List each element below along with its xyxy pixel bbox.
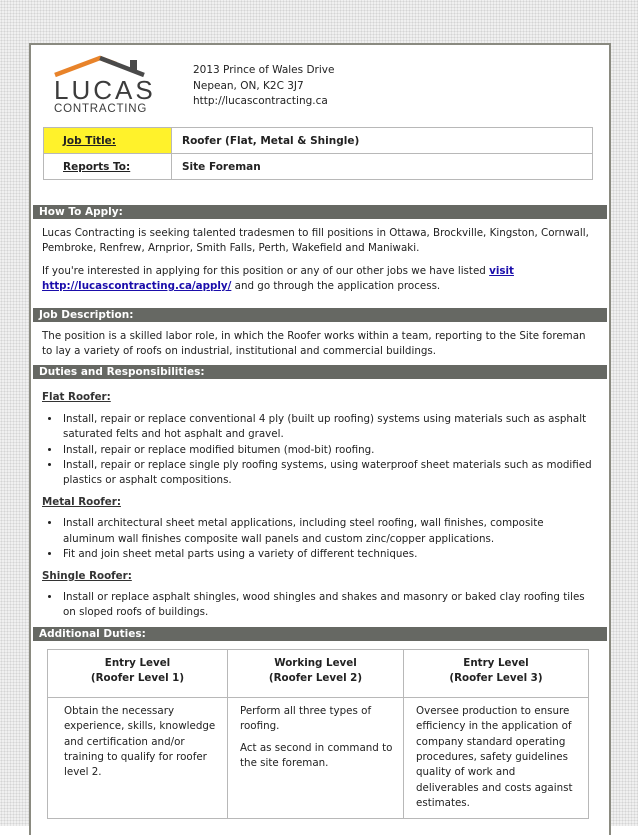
level-2-title: Working Level [274,656,357,669]
document-header [31,45,609,205]
apply-url-link[interactable]: http://lucascontracting.ca/apply/ [42,280,232,293]
reports-to-row [44,154,593,180]
job-info-table [43,127,593,180]
level-1-title: Entry Level [104,656,171,669]
shingle-roofer-list [42,590,598,621]
apply-paragraph-locations: Lucas Contracting is seeking talented tradesmen to fill positions in Ottawa, Brockville, Kingston, Cornwall, Pembroke, Renfrew, Arnprior, Smith Falls, Perth, Wakefield and Maniwaki. [42,227,589,255]
job-description-heading: Job Description: [33,308,607,322]
company-address [193,63,334,110]
level-1-text: Obtain the necessary experience, skills, knowledge and certification and/or training to qualify for roofer level 2. [64,704,216,779]
roof-logo-icon [50,55,170,113]
logo-subtext: CONTRACTING [54,103,148,113]
level-3-header [404,649,589,697]
level-2-content [228,697,404,818]
levels-header-row [48,649,589,697]
duties-heading: Duties and Responsibilities: [33,365,607,379]
how-to-apply-heading: How To Apply: [33,205,607,219]
level-1-content [48,697,228,818]
level-2-subtitle: (Roofer Level 2) [268,672,363,685]
duties-section [31,379,609,626]
list-item: • Fit and join sheet metal parts using a variety of different techniques. [61,547,598,562]
metal-roofer-list [42,516,598,562]
visit-link[interactable]: visit [489,264,514,277]
address-city: Nepean, ON, K2C 3J7 [193,79,304,92]
metal-roofer-heading: Metal Roofer: [42,495,121,508]
job-description-section [31,322,609,366]
level-3-text: Oversee production to ensure efficiency in the application of company standard operating procedures, safety guidelines quality of work and deliverables and costs against estimates. [416,704,573,810]
level-3-content [404,697,589,818]
job-title-value: Roofer (Flat, Metal & Shingle) [172,128,593,154]
level-2-header [228,649,404,697]
reports-to-label: Reports To: [44,154,172,180]
level-2-text-2: Act as second in command to the site foreman. [240,741,393,769]
how-to-apply-section [31,219,609,308]
reports-to-value: Site Foreman [172,154,593,180]
logo-word: LUCAS [54,75,156,105]
levels-table [47,649,589,819]
job-title-label: Job Title: [44,128,172,154]
company-logo [50,55,170,113]
apply-text-after: and go through the application process. [231,280,441,293]
list-item: • Install, repair or replace single ply roofing systems, using waterproof sheet materials such as modified plastics or asphalt compositions. [61,458,598,489]
list-item: • Install or replace asphalt shingles, wood shingles and shakes and masonry or baked clay roofing tiles on sloped roofs of buildings. [61,590,598,621]
job-description-text: The position is a skilled labor role, in which the Roofer works within a team, reporting to the Site foreman to lay a variety of roofs on industrial, institutional and commercial buildings. [42,329,586,358]
list-item: • Install architectural sheet metal applications, including steel roofing, wall finishes, composite aluminum wall finishes composite wall panels and custom zinc/copper applications. [61,516,598,547]
level-1-subtitle: (Roofer Level 1) [90,672,185,685]
levels-content-row [48,697,589,818]
flat-roofer-heading: Flat Roofer: [42,391,111,404]
level-3-subtitle: (Roofer Level 3) [449,672,543,685]
list-item: • Install, repair or replace modified bitumen (mod-bit) roofing. [61,443,598,458]
company-website: http://lucascontracting.ca [193,95,328,107]
job-title-row [44,128,593,154]
additional-duties-heading: Additional Duties: [33,627,607,641]
list-item: • Install, repair or replace conventional 4 ply (built up roofing) systems using materials such as asphalt saturated felts and hot asphalt and gravel. [61,412,598,443]
apply-paragraph-instructions [42,264,598,295]
level-3-title: Entry Level [463,656,529,669]
apply-text-before: If you're interested in applying for this position or any of our other jobs we have listed [42,264,490,277]
flat-roofer-list [42,412,598,489]
level-2-text-1: Perform all three types of roofing. [240,704,372,733]
level-1-header [48,649,228,697]
address-street: 2013 Prince of Wales Drive [193,64,335,76]
shingle-roofer-heading: Shingle Roofer: [42,569,132,582]
job-posting-document [29,43,611,835]
